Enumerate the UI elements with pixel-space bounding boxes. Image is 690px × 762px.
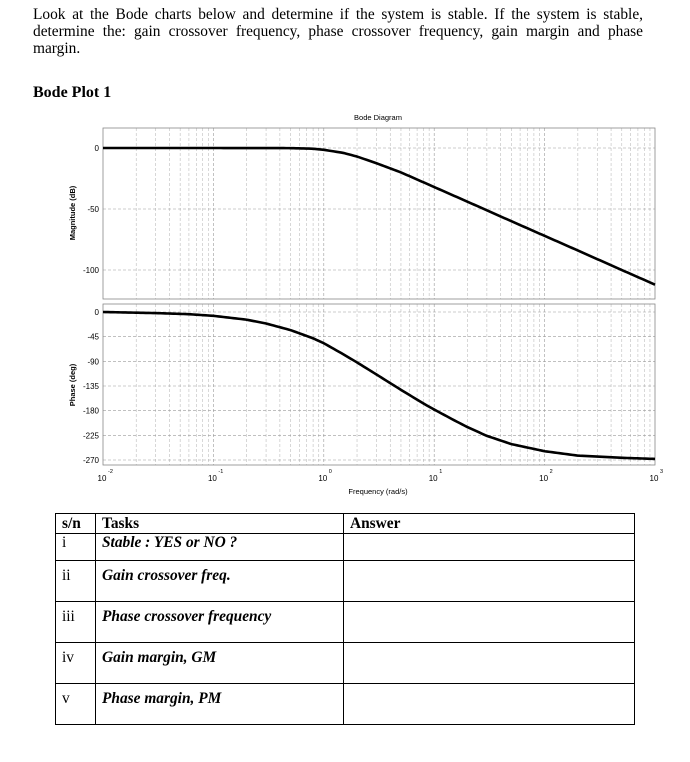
answer-cell[interactable] — [344, 643, 635, 684]
frequency-tick-label: 10 — [649, 474, 659, 483]
magnitude-y-label: Magnitude (dB) — [68, 185, 77, 241]
magnitude-grid — [103, 128, 655, 299]
row-task: Gain margin, GM — [96, 643, 344, 684]
frequency-tick-exponent: -1 — [218, 469, 224, 475]
phase-curve — [103, 312, 655, 459]
row-sn: iv — [56, 643, 96, 684]
frequency-x-ticks — [98, 469, 664, 483]
header-tasks: Tasks — [96, 514, 344, 534]
question-prompt: Look at the Bode charts below and determine if the system is stable. If the system is stable, determine the: gain crossover frequency, phase crossover frequency, gain margin and phase margin. — [33, 6, 643, 57]
phase-y-ticks — [83, 308, 100, 465]
magnitude-tick-label: -50 — [87, 205, 99, 214]
magnitude-tick-label: 0 — [94, 144, 99, 153]
row-task: Stable : YES or NO ? — [96, 534, 344, 561]
phase-tick-label: -225 — [82, 431, 99, 441]
magnitude-tick-label: -100 — [82, 266, 99, 275]
phase-y-label: Phase (deg) — [68, 363, 77, 407]
tasks-table — [55, 513, 635, 725]
frequency-tick-exponent: 2 — [549, 469, 553, 475]
table-row — [56, 684, 635, 725]
row-task: Phase margin, PM — [96, 684, 344, 725]
magnitude-y-ticks — [83, 144, 100, 275]
frequency-tick-exponent: 3 — [660, 469, 664, 475]
table-header-row — [56, 514, 635, 534]
frequency-tick-exponent: -2 — [108, 469, 113, 475]
row-sn: i — [56, 534, 96, 561]
frequency-tick-exponent: 1 — [439, 469, 443, 475]
magnitude-curve — [103, 148, 655, 285]
phase-tick-label: -180 — [82, 406, 99, 416]
chart-title: Bode Diagram — [354, 113, 402, 122]
answer-cell[interactable] — [344, 602, 635, 643]
phase-tick-label: -135 — [82, 382, 99, 391]
plot-heading: Bode Plot 1 — [33, 84, 112, 101]
answer-cell[interactable] — [344, 561, 635, 602]
answer-cell[interactable] — [344, 684, 635, 725]
frequency-tick-label: 10 — [318, 474, 328, 483]
phase-grid — [103, 304, 655, 465]
answer-cell[interactable] — [344, 534, 635, 561]
table-row — [56, 643, 635, 684]
magnitude-axes-frame — [103, 128, 655, 299]
phase-tick-label: -45 — [87, 332, 99, 342]
phase-tick-label: -270 — [82, 456, 99, 465]
header-answer: Answer — [344, 514, 635, 534]
header-sn: s/n — [56, 514, 96, 534]
frequency-tick-exponent: 0 — [328, 469, 332, 475]
row-sn: v — [56, 684, 96, 725]
row-sn: iii — [56, 602, 96, 643]
table-row — [56, 602, 635, 643]
frequency-tick-label: 10 — [97, 474, 107, 483]
frequency-tick-label: 10 — [207, 474, 217, 483]
table-row — [56, 561, 635, 602]
phase-tick-label: 0 — [94, 308, 99, 317]
table-row — [56, 534, 635, 561]
phase-tick-label: -90 — [87, 357, 99, 367]
x-axis-label: Frequency (rad/s) — [348, 487, 408, 496]
frequency-tick-label: 10 — [428, 474, 438, 483]
phase-axes-frame — [103, 304, 655, 465]
frequency-tick-label: 10 — [539, 474, 549, 483]
row-task: Phase crossover frequency — [96, 602, 344, 643]
row-task: Gain crossover freq. — [96, 561, 344, 602]
row-sn: ii — [56, 561, 96, 602]
